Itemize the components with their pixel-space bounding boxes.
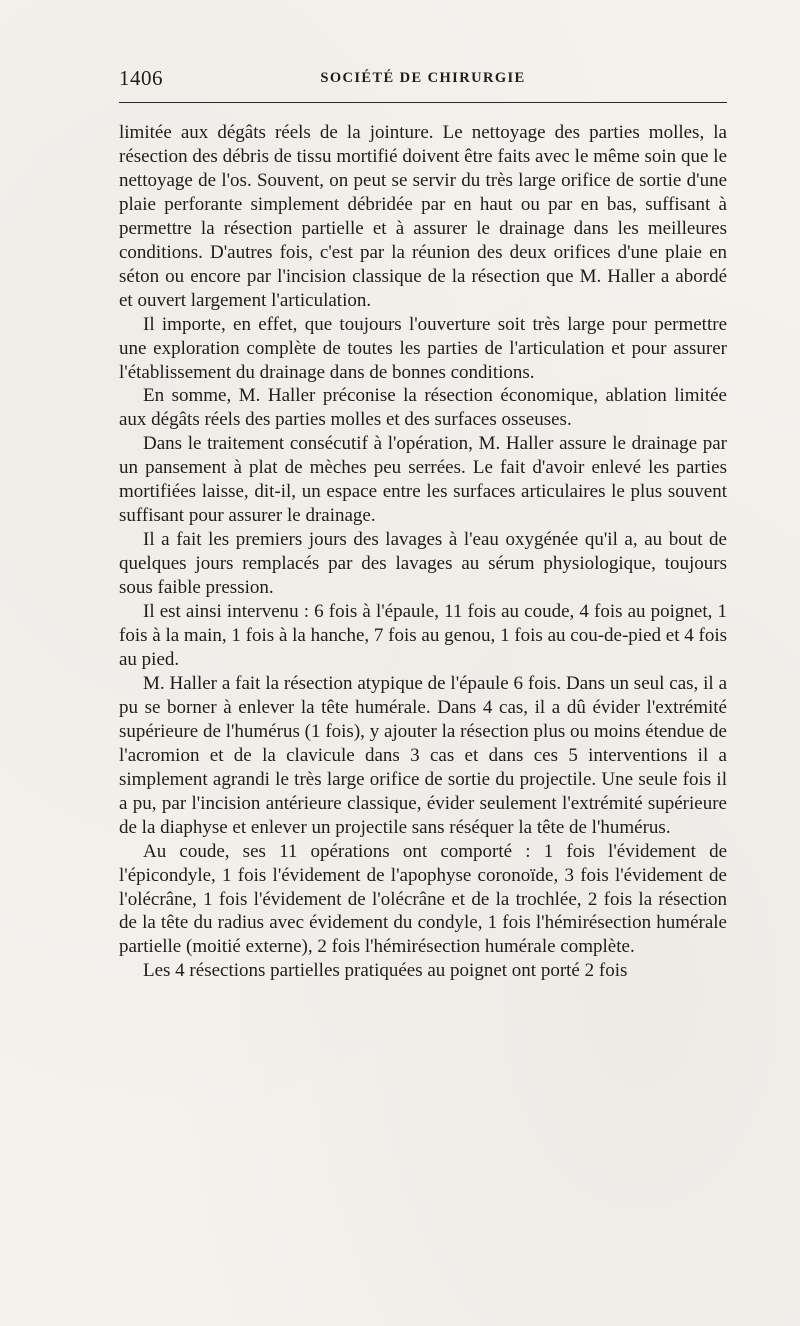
paragraph-9: Les 4 résections partielles pratiquées au poignet ont porté 2 fois xyxy=(143,960,628,982)
header-rule xyxy=(119,102,727,103)
paragraph-4: Dans le traitement consécutif à l'opération, M. Haller assure le drainage par un pansement à plat de mèches peu serrées. Le fait d'avoir enlevé les parties mortifiées laisse, dit-il, un espace entre les surfaces articulaires le plus souvent suffisant pour assurer le drainage. xyxy=(119,433,727,527)
paragraph-7: M. Haller a fait la résection atypique de l'épaule 6 fois. Dans un seul cas, il a pu se borner à enlever la tête humérale. Dans 4 cas, il a dû évider l'extrémité supérieure de l'humérus (1 fois), y ajouter la résection plus ou moins étendue de l'acromion et de la clavicule dans 3 cas et dans ces 5 interventions il a simplement agrandi le très large orifice de sortie du projectile. Une seule fois il a pu, par l'incision antérieure classique, évider seulement l'extrémité supérieure de la diaphyse et enlever un projectile sans réséquer la tête de l'humérus. xyxy=(119,672,727,838)
paragraph-3: En somme, M. Haller préconise la résection économique, ablation limitée aux dégâts réels des parties molles et des surfaces osseuses. xyxy=(119,385,727,431)
paragraph-6: Il est ainsi intervenu : 6 fois à l'épaule, 11 fois au coude, 4 fois au poignet, 1 fois à la main, 1 fois à la hanche, 7 fois au genou, 1 fois au cou-de-pied et 4 fois au pied. xyxy=(119,601,727,670)
paragraph-1: limitée aux dégâts réels de la jointure. Le nettoyage des parties molles, la résection des débris de tissu mortifié doivent être faits avec le même soin que le nettoyage de l'os. Souvent, on peut se servir du très large orifice de sortie d'une plaie perforante simplement débridée par en haut ou par en bas, suffisant à permettre la résection partielle et à assurer le drainage dans les meilleures conditions. D'autres fois, c'est par la réunion des deux orifices d'une plaie en séton ou encore par l'incision classique de la résection que M. Haller a abordé et ouvert largement l'articulation. xyxy=(119,122,727,311)
page-header xyxy=(119,66,727,96)
running-head: SOCIÉTÉ DE CHIRURGIE xyxy=(320,70,526,86)
paragraph-8: Au coude, ses 11 opérations ont comporté : 1 fois l'évidement de l'épicondyle, 1 fois l'évidement de l'apophyse coronoïde, 3 fois l'évidement de l'olécrâne, 1 fois l'évidement de l'olécrâne et de la trochlée, 2 fois la résection de la tête du radius avec évidement du condyle, 1 fois l'hémirésection humérale partielle (moitié externe), 2 fois l'hémirésection humérale complète. xyxy=(119,840,727,958)
body-text xyxy=(119,121,727,983)
page-number: 1406 xyxy=(119,66,163,90)
paragraph-2: Il importe, en effet, que toujours l'ouverture soit très large pour permettre une exploration complète de toutes les parties de l'articulation et pour assurer l'établissement du drainage dans de bonnes conditions. xyxy=(119,313,727,383)
paragraph-5: Il a fait les premiers jours des lavages à l'eau oxygénée qu'il a, au bout de quelques jours remplacés par des lavages au sérum physiologique, toujours sous faible pression. xyxy=(119,529,727,599)
